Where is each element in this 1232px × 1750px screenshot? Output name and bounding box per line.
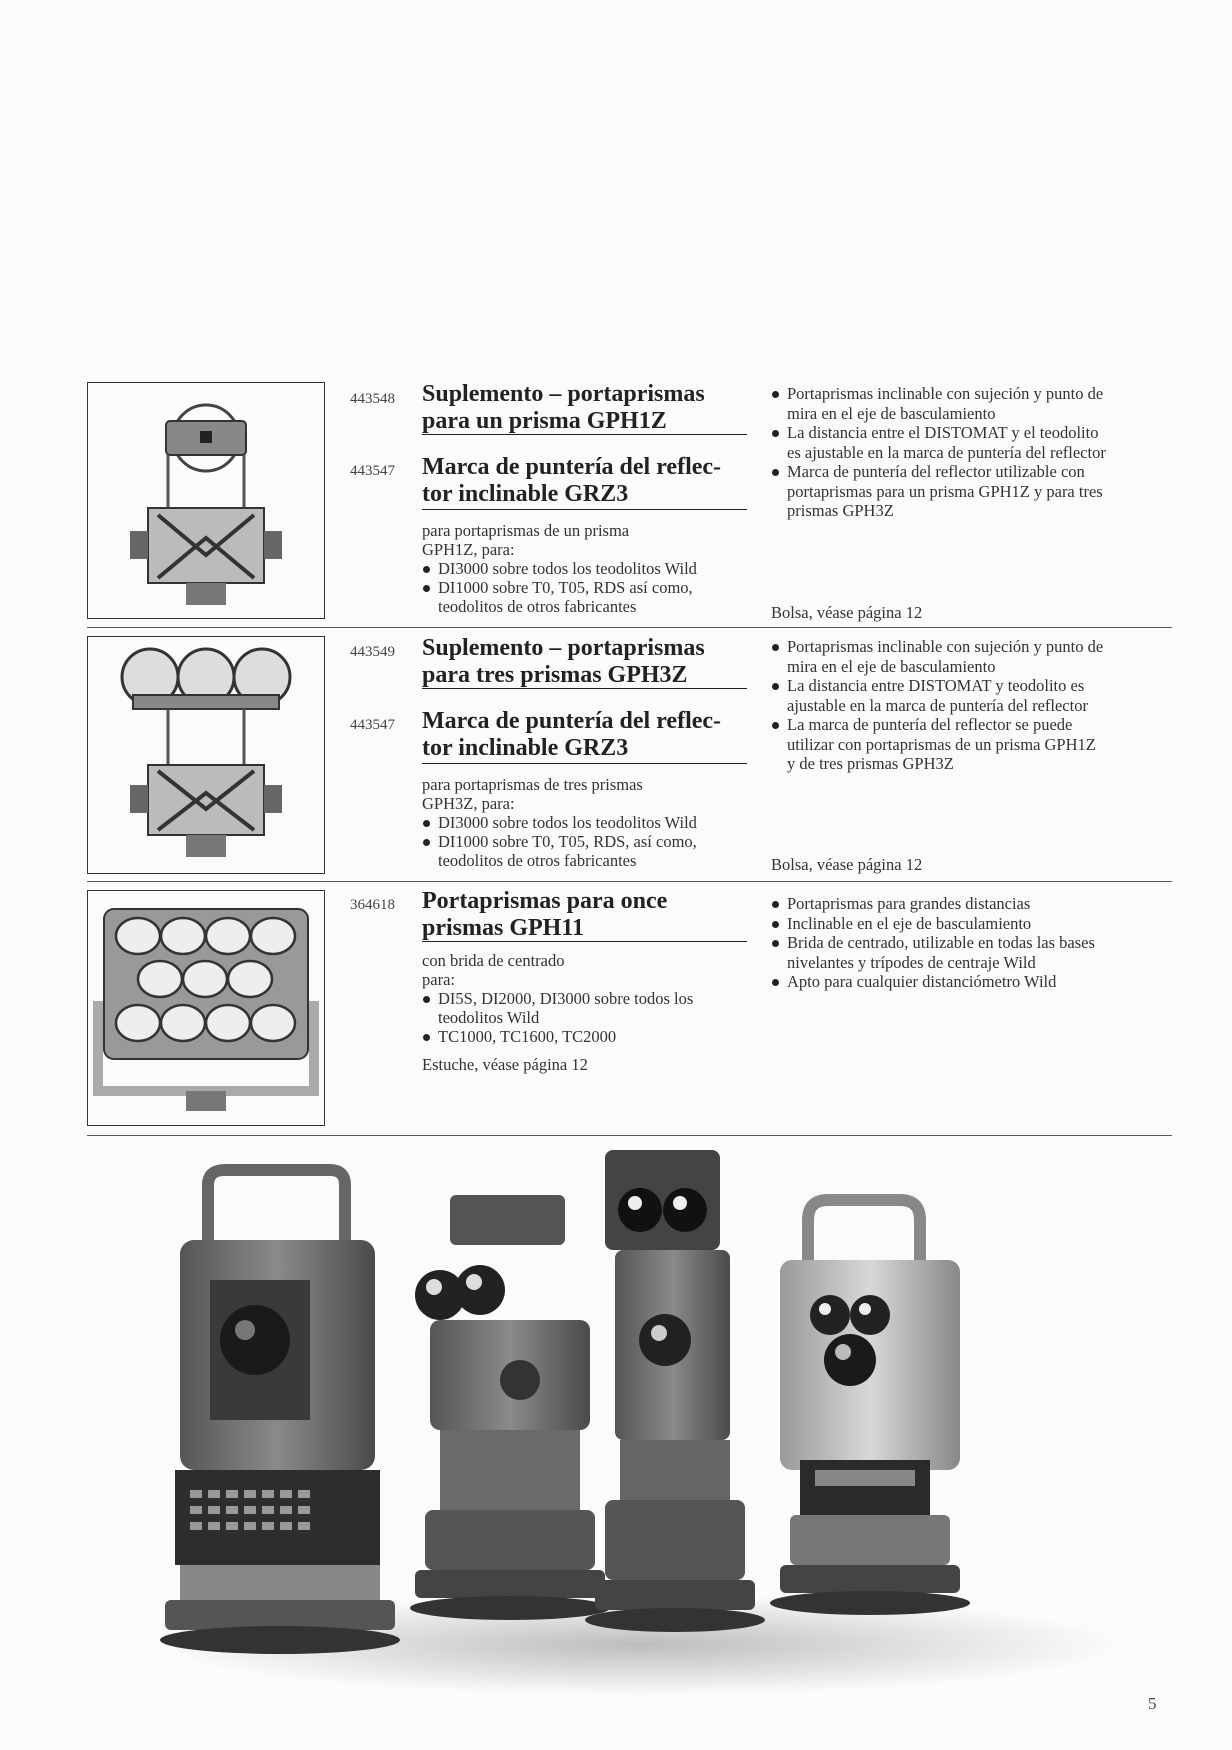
- compatibility-list: [422, 559, 752, 616]
- list-item: Apto para cualquier distanciómetro Wild: [771, 972, 1171, 992]
- gph11-photo: [87, 890, 325, 1126]
- item-code: 443548: [350, 391, 395, 407]
- feature-list: [771, 384, 1171, 521]
- accessory-note: Bolsa, véase página 12: [771, 855, 923, 874]
- section-separator: [87, 1135, 1172, 1136]
- page-number: 5: [1148, 1694, 1157, 1713]
- list-item: Portaprismas inclinable con sujeción y punto de mira en el eje de basculamiento: [771, 637, 1171, 676]
- title-underline: [422, 763, 747, 764]
- item-code: 443547: [350, 463, 395, 479]
- section-separator: [87, 627, 1172, 628]
- list-item: DI3000 sobre todos los teodolitos Wild: [422, 813, 752, 832]
- list-item: DI3000 sobre todos los teodolitos Wild: [422, 559, 752, 578]
- theodolites-photo: [140, 1140, 1140, 1700]
- list-item: Portaprismas para grandes distancias: [771, 894, 1171, 914]
- item-code: 443549: [350, 644, 395, 660]
- list-item: La marca de puntería del reflector se puede utilizar con portaprismas de un prisma GPH1Z y de tres prismas GPH3Z: [771, 715, 1171, 774]
- item-title: Portaprismas para once prismas GPH11: [422, 888, 668, 941]
- list-item: La distancia entre el DISTOMAT y el teodolito es ajustable en la marca de puntería del reflector: [771, 423, 1171, 462]
- item-description: con brida de centrado para: DI5S, DI2000, DI3000 sobre todos los teodolitos Wild TC1000, TC1600, TC2000 Estuche, véase página 12: [422, 951, 752, 1074]
- item-title: Marca de puntería del reflec- tor inclinable GRZ3: [422, 708, 722, 761]
- list-item: Marca de puntería del reflector utilizable con portaprismas para un prisma GPH1Z y para tres prismas GPH3Z: [771, 462, 1171, 521]
- title-underline: [422, 509, 747, 510]
- item-title: Marca de puntería del reflec- tor inclinable GRZ3: [422, 454, 722, 507]
- list-item: DI5S, DI2000, DI3000 sobre todos los teodolitos Wild: [422, 989, 752, 1027]
- compatibility-list: [422, 813, 752, 870]
- item-code: 364618: [350, 897, 395, 913]
- item-description: para portaprismas de tres prismas GPH3Z, para: DI3000 sobre todos los teodolitos Wild DI1000 sobre T0, T05, RDS, así como, teodolitos de otros fabricantes: [422, 775, 752, 870]
- item-description: para portaprismas de un prisma GPH1Z, para: DI3000 sobre todos los teodolitos Wild DI1000 sobre T0, T05, RDS así como, teodolitos de otros fabricantes: [422, 521, 752, 616]
- list-item: Portaprismas inclinable con sujeción y punto de mira en el eje de basculamiento: [771, 384, 1171, 423]
- title-underline: [422, 941, 747, 942]
- list-item: DI1000 sobre T0, T05, RDS, así como, teodolitos de otros fabricantes: [422, 832, 752, 870]
- case-note: Estuche, véase página 12: [422, 1055, 588, 1074]
- list-item: La distancia entre DISTOMAT y teodolito es ajustable en la marca de puntería del reflector: [771, 676, 1171, 715]
- accessory-note: Bolsa, véase página 12: [771, 603, 923, 622]
- list-item: TC1000, TC1600, TC2000: [422, 1027, 752, 1046]
- section-separator: [87, 881, 1172, 882]
- list-item: Brida de centrado, utilizable en todas las bases nivelantes y trípodes de centraje Wild: [771, 933, 1171, 972]
- list-item: Inclinable en el eje de basculamiento: [771, 914, 1171, 934]
- item-title: Suplemento – portaprismas para tres prismas GPH3Z: [422, 635, 705, 688]
- title-underline: [422, 688, 747, 689]
- feature-list: [771, 894, 1171, 992]
- compatibility-list: [422, 989, 752, 1046]
- feature-list: [771, 637, 1171, 774]
- gph3z-grz3-photo: [87, 636, 325, 874]
- item-title: Suplemento – portaprismas para un prisma GPH1Z: [422, 381, 705, 434]
- title-underline: [422, 434, 747, 435]
- item-code: 443547: [350, 717, 395, 733]
- gph1z-grz3-photo: [87, 382, 325, 619]
- list-item: DI1000 sobre T0, T05, RDS así como, teodolitos de otros fabricantes: [422, 578, 752, 616]
